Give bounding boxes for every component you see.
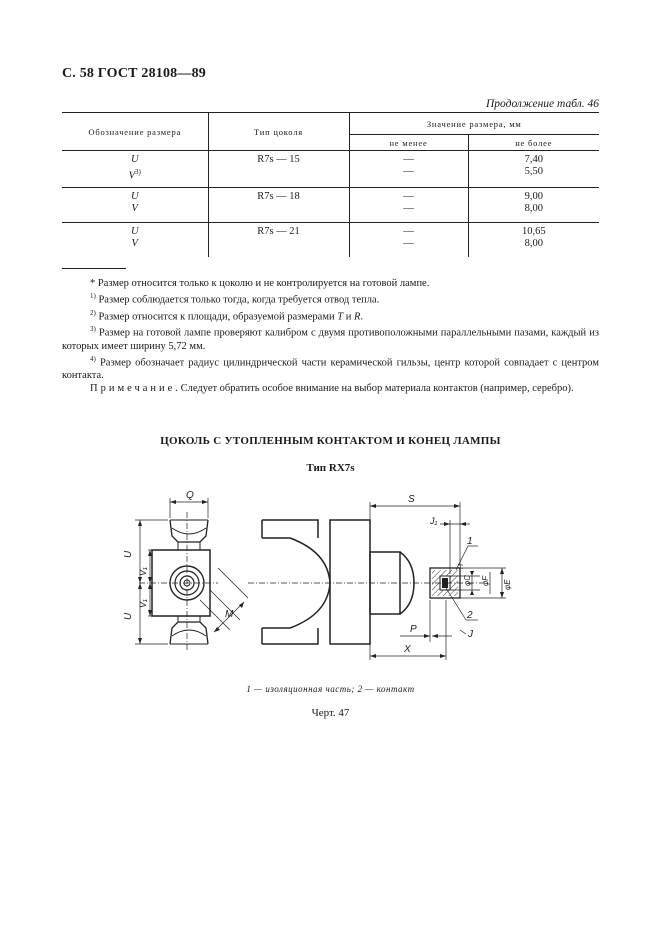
callout-2: 2 — [467, 610, 473, 621]
cap-drawing — [0, 490, 661, 680]
label-f: F — [481, 575, 490, 581]
drawing-legend: 1 — изоляционная часть; 2 — контакт — [246, 684, 415, 694]
table-row — [62, 222, 599, 257]
min-cell: — — — [349, 222, 468, 257]
label-j1: J₁ — [430, 516, 438, 526]
svg-text:φF: φF — [481, 575, 490, 586]
label-x: X — [404, 644, 411, 655]
cap-side-view — [248, 494, 512, 660]
table-row — [62, 151, 599, 188]
table-continuation: Продолжение табл. 46 — [486, 98, 599, 110]
footnote-3: $^{3)}$ Размер на готовой лампе проверяют калибром с двумя противоположными параллельными пазами, каждый из которых имеет ширину 5,72 мм. — [62, 325, 599, 352]
max-cell: 7,40 5,50 — [468, 151, 599, 188]
label-s: S — [408, 494, 415, 505]
header-value: Значение размера, мм — [349, 113, 599, 135]
designation-cell: U V — [130, 225, 139, 249]
cap-end-view — [123, 490, 248, 650]
label-v1-bottom: V₁ — [138, 599, 148, 608]
label-q: Q — [186, 490, 194, 501]
label-u-top: U — [123, 550, 134, 558]
label-j: J — [468, 629, 473, 640]
label-v1-top: V₁ — [138, 567, 148, 576]
cap-type-cell: R7s — 18 — [208, 187, 349, 222]
designation-cell: U V — [62, 187, 208, 222]
svg-text:φC: φC — [463, 575, 472, 586]
footnote-1: $^{1)}$ Размер соблюдается только тогда, когда требуется отвод тепла. — [90, 292, 380, 306]
footnote-2: $^{2)}$ Размер относится к площади, образуемой размерами T и R. — [90, 308, 364, 322]
label-p: P — [410, 624, 417, 635]
header-cap-type: Тип цоколя — [208, 113, 349, 151]
callout-1: 1 — [467, 536, 473, 547]
header-max: не более — [468, 135, 599, 151]
footnote-star: * Размер относится только к цоколю и не контролируется на готовой лампе. — [90, 278, 430, 289]
label-u-bottom: U — [123, 612, 134, 620]
designation-cell: U $V^{3)}$ — [62, 151, 208, 188]
footnote-4: $^{4)}$ Размер обозначает радиус цилиндрической части керамической гильзы, центр которой совпадает с центром контакта. — [62, 354, 599, 381]
table-row — [62, 187, 599, 222]
label-h: H — [458, 563, 465, 569]
max-cell: 9,00 8,00 — [468, 187, 599, 222]
max-cell: 10,65 8,00 — [468, 222, 599, 257]
label-e: E — [503, 579, 512, 585]
note: Примечание. Следует обратить особое внимание на выбор материала контактов (например, серебро). — [90, 383, 574, 394]
section-subtitle: Тип RX7s — [306, 462, 355, 474]
label-c: C — [463, 575, 472, 581]
footnote-rule — [62, 268, 126, 269]
footnotes — [62, 277, 599, 395]
section-title: ЦОКОЛЬ С УТОПЛЕННЫМ КОНТАКТОМ И КОНЕЦ ЛАМПЫ — [160, 435, 501, 447]
header-designation: Обозначение размера — [62, 113, 208, 151]
header-min: не менее — [349, 135, 468, 151]
min-cell: — — — [349, 187, 468, 222]
label-m: M — [225, 609, 234, 620]
svg-text:φE: φE — [503, 579, 512, 590]
cap-type-cell: R7s — 15 — [208, 151, 349, 188]
cap-type-cell: R7s — 21 — [208, 222, 349, 257]
figure-caption: Черт. 47 — [311, 707, 350, 719]
min-cell: — — — [349, 151, 468, 188]
dimension-table — [62, 112, 599, 257]
page-header: С. 58 ГОСТ 28108—89 — [62, 66, 206, 81]
